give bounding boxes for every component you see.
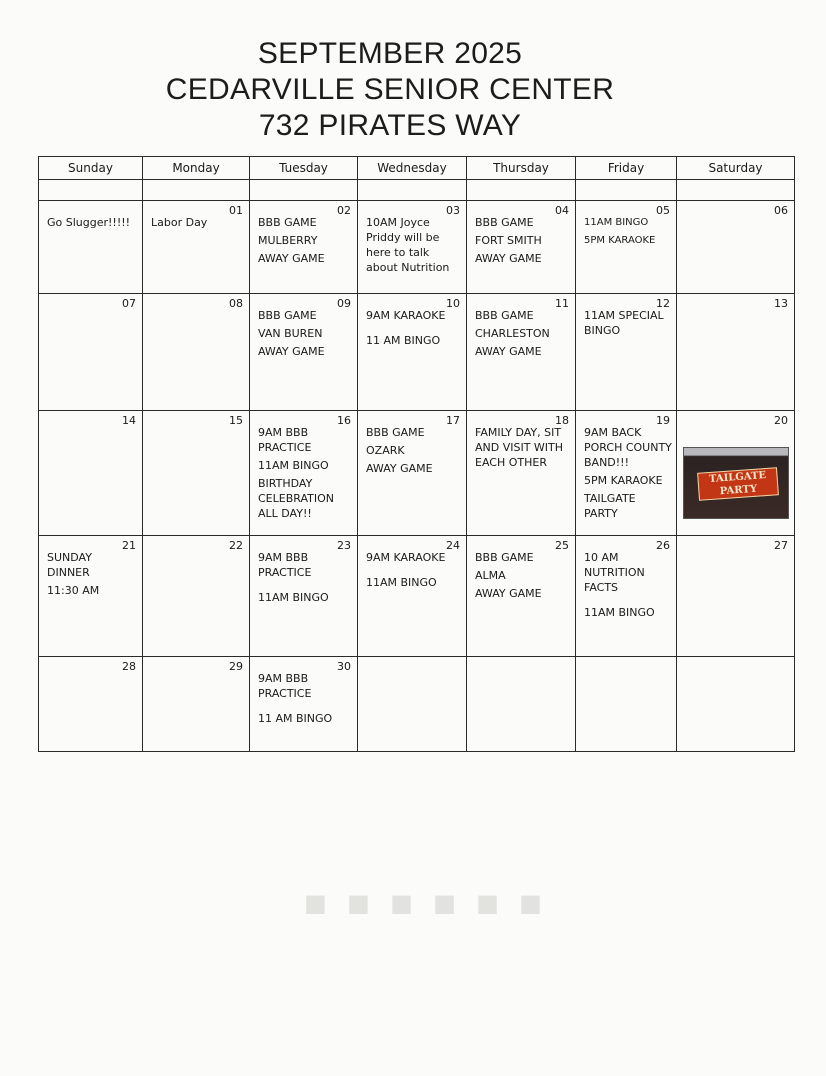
blank-cell: [467, 180, 576, 201]
week-row: [39, 657, 795, 752]
weekday-monday: Monday: [143, 157, 250, 180]
event-text: 11AM BINGO: [258, 459, 329, 472]
blank-cell: [358, 180, 467, 201]
day-number: 07: [122, 297, 136, 310]
day-cell-content: [39, 657, 142, 751]
day-cell: [39, 536, 143, 657]
day-cell: [358, 657, 467, 752]
event-text: FAMILY DAY, SIT AND VISIT WITH EACH OTHER: [475, 426, 564, 469]
day-cell-content: [358, 657, 466, 751]
day-cell: [467, 536, 576, 657]
day-cell-content: [677, 657, 794, 751]
day-cell: [677, 411, 795, 536]
day-cell-content: [576, 411, 676, 535]
day-cell-content: [467, 294, 575, 410]
calendar-title: [0, 36, 780, 144]
day-cell: [576, 536, 677, 657]
day-cell: [358, 536, 467, 657]
event-text: 9AM KARAOKE: [366, 551, 446, 564]
event-text: AWAY GAME: [258, 345, 325, 358]
day-number: 09: [337, 297, 351, 310]
event-text: AWAY GAME: [258, 252, 325, 265]
weekday-friday: Friday: [576, 157, 677, 180]
bleed-through-text: ■ ■ ■ ■ ■ ■: [298, 888, 542, 917]
event-text: OZARK: [366, 444, 405, 457]
day-cell: [250, 657, 358, 752]
event-text: 5PM KARAOKE: [584, 235, 656, 246]
day-number: 22: [229, 539, 243, 552]
event-text: 9AM BBB PRACTICE: [258, 426, 312, 454]
day-number: 30: [337, 660, 351, 673]
day-cell: [39, 411, 143, 536]
day-cell-content: [677, 201, 794, 293]
day-number: 16: [337, 414, 351, 427]
calendar-grid: [38, 156, 795, 752]
event-text: VAN BUREN: [258, 327, 323, 340]
event-text: AWAY GAME: [366, 462, 433, 475]
day-number: 03: [446, 204, 460, 217]
day-cell: [143, 536, 250, 657]
title-address: 732 PIRATES WAY: [258, 109, 522, 142]
day-cell: [467, 411, 576, 536]
event-text: BBB GAME: [258, 216, 317, 229]
day-cell-content: [576, 657, 676, 751]
day-cell: [677, 201, 795, 294]
blank-cell: [39, 180, 143, 201]
day-cell-content: [39, 201, 142, 293]
day-number: 26: [656, 539, 670, 552]
event-text: BBB GAME: [475, 216, 534, 229]
event-text: Go Slugger!!!!!: [47, 216, 131, 229]
day-cell: [677, 536, 795, 657]
day-cell: [358, 201, 467, 294]
day-events: [467, 657, 575, 671]
blank-cell: [576, 180, 677, 201]
day-cell-content: [250, 657, 357, 751]
day-cell-content: [143, 536, 249, 656]
event-text: BBB GAME: [475, 551, 534, 564]
event-text: FORT SMITH: [475, 234, 542, 247]
event-text: TAILGATE PARTY: [584, 492, 636, 520]
day-cell: [467, 294, 576, 411]
event-text: MULBERRY: [258, 234, 318, 247]
day-cell: [576, 201, 677, 294]
title-center-name: CEDARVILLE SENIOR CENTER: [165, 73, 615, 106]
day-cell-content: [576, 294, 676, 410]
day-cell: [467, 657, 576, 752]
event-text: BBB GAME: [258, 309, 317, 322]
day-number: 10: [446, 297, 460, 310]
day-cell: [677, 294, 795, 411]
day-cell: [358, 294, 467, 411]
day-cell: [467, 201, 576, 294]
week-row: [39, 411, 795, 536]
day-cell-content: [250, 536, 357, 656]
event-text: BIRTHDAY CELEBRATION ALL DAY!!: [258, 477, 334, 520]
day-cell-content: [358, 201, 466, 293]
event-text: 5PM KARAOKE: [584, 474, 663, 487]
day-cell: [250, 294, 358, 411]
day-cell: [143, 294, 250, 411]
day-cell-content: [677, 536, 794, 656]
event-text: 11AM BINGO: [258, 591, 329, 604]
event-text: AWAY GAME: [475, 345, 542, 358]
event-text: CHARLESTON: [475, 327, 550, 340]
day-cell-content: [467, 536, 575, 656]
day-cell-content: [250, 201, 357, 293]
event-text: ALMA: [475, 569, 506, 582]
day-cell: [250, 201, 358, 294]
event-text: SUNDAY DINNER: [47, 551, 92, 579]
blank-cell: [250, 180, 358, 201]
day-cell-content: [576, 536, 676, 656]
blank-cell: [143, 180, 250, 201]
day-events: [39, 201, 142, 230]
day-cell-content: [677, 411, 794, 535]
day-cell-content: [358, 294, 466, 410]
event-text: 9AM BBB PRACTICE: [258, 672, 312, 700]
tailgate-party-sign: TAILGATE PARTY: [697, 467, 779, 501]
day-number: 24: [446, 539, 460, 552]
weekday-thursday: Thursday: [467, 157, 576, 180]
day-number: 23: [337, 539, 351, 552]
day-cell: [250, 536, 358, 657]
weekday-header-row: [39, 157, 795, 180]
week-row: [39, 201, 795, 294]
day-cell-content: [143, 657, 249, 751]
event-text: AWAY GAME: [475, 587, 542, 600]
week-row: [39, 294, 795, 411]
day-events: [576, 411, 676, 521]
day-cell-content: [39, 411, 142, 535]
day-number: 19: [656, 414, 670, 427]
event-text: 11AM BINGO: [584, 217, 649, 228]
event-text: 9AM BBB PRACTICE: [258, 551, 312, 579]
day-number: 18: [555, 414, 569, 427]
weekday-tuesday: Tuesday: [250, 157, 358, 180]
day-number: 12: [656, 297, 670, 310]
day-cell-content: [143, 294, 249, 410]
event-text: 11:30 AM: [47, 584, 100, 597]
day-cell: [39, 294, 143, 411]
day-events: [358, 657, 466, 671]
day-cell-content: [576, 201, 676, 293]
event-text: 11 AM BINGO: [258, 712, 333, 725]
event-text: 11AM SPECIAL BINGO: [584, 309, 664, 337]
event-text: 11AM BINGO: [584, 606, 655, 619]
week-row: [39, 536, 795, 657]
day-cell: [576, 411, 677, 536]
event-text: 10AM Joyce Priddy will be here to talk about Nutrition: [366, 216, 450, 274]
day-number: 02: [337, 204, 351, 217]
day-cell-content: [467, 411, 575, 535]
event-text: 9AM KARAOKE: [366, 309, 446, 322]
day-cell: [576, 657, 677, 752]
event-text: BBB GAME: [366, 426, 425, 439]
day-cell: [358, 411, 467, 536]
day-number: 17: [446, 414, 460, 427]
day-cell-content: [250, 294, 357, 410]
day-number: 04: [555, 204, 569, 217]
event-text: Labor Day: [151, 216, 208, 229]
calendar-body: [39, 201, 795, 752]
day-number: 28: [122, 660, 136, 673]
day-cell-content: [677, 294, 794, 410]
day-number: 14: [122, 414, 136, 427]
title-month: SEPTEMBER 2025: [257, 37, 523, 70]
day-cell: [143, 411, 250, 536]
event-text: AWAY GAME: [475, 252, 542, 265]
day-number: 21: [122, 539, 136, 552]
day-events: [250, 411, 357, 521]
weekday-saturday: Saturday: [677, 157, 795, 180]
day-cell-content: [143, 411, 249, 535]
event-text: 9AM BACK PORCH COUNTY BAND!!!: [584, 426, 672, 469]
day-cell: [250, 411, 358, 536]
event-text: 11 AM BINGO: [366, 334, 441, 347]
day-cell-content: [358, 536, 466, 656]
day-events: [576, 657, 676, 671]
day-number: 27: [774, 539, 788, 552]
day-number: 05: [656, 204, 670, 217]
day-number: 01: [229, 204, 243, 217]
day-number: 06: [774, 204, 788, 217]
day-events: [677, 657, 794, 671]
day-number: 29: [229, 660, 243, 673]
day-cell-content: [143, 201, 249, 293]
tailgate-party-image: [683, 447, 789, 519]
day-number: 20: [774, 414, 788, 427]
day-cell: [39, 201, 143, 294]
day-number: 25: [555, 539, 569, 552]
day-cell-content: [250, 411, 357, 535]
weekday-wednesday: Wednesday: [358, 157, 467, 180]
day-cell-content: [467, 201, 575, 293]
event-text: 10 AM NUTRITION FACTS: [584, 551, 645, 594]
day-number: 13: [774, 297, 788, 310]
blank-cell: [677, 180, 795, 201]
day-cell-content: [39, 294, 142, 410]
blank-row: [39, 180, 795, 201]
event-text: BBB GAME: [475, 309, 534, 322]
day-cell: [143, 201, 250, 294]
day-cell: [677, 657, 795, 752]
day-number: 08: [229, 297, 243, 310]
day-cell-content: [467, 657, 575, 751]
day-cell: [143, 657, 250, 752]
day-number: 11: [555, 297, 569, 310]
event-text: 11AM BINGO: [366, 576, 437, 589]
day-number: 15: [229, 414, 243, 427]
day-cell-content: [358, 411, 466, 535]
day-cell: [39, 657, 143, 752]
weekday-sunday: Sunday: [39, 157, 143, 180]
day-cell-content: [39, 536, 142, 656]
day-cell: [576, 294, 677, 411]
